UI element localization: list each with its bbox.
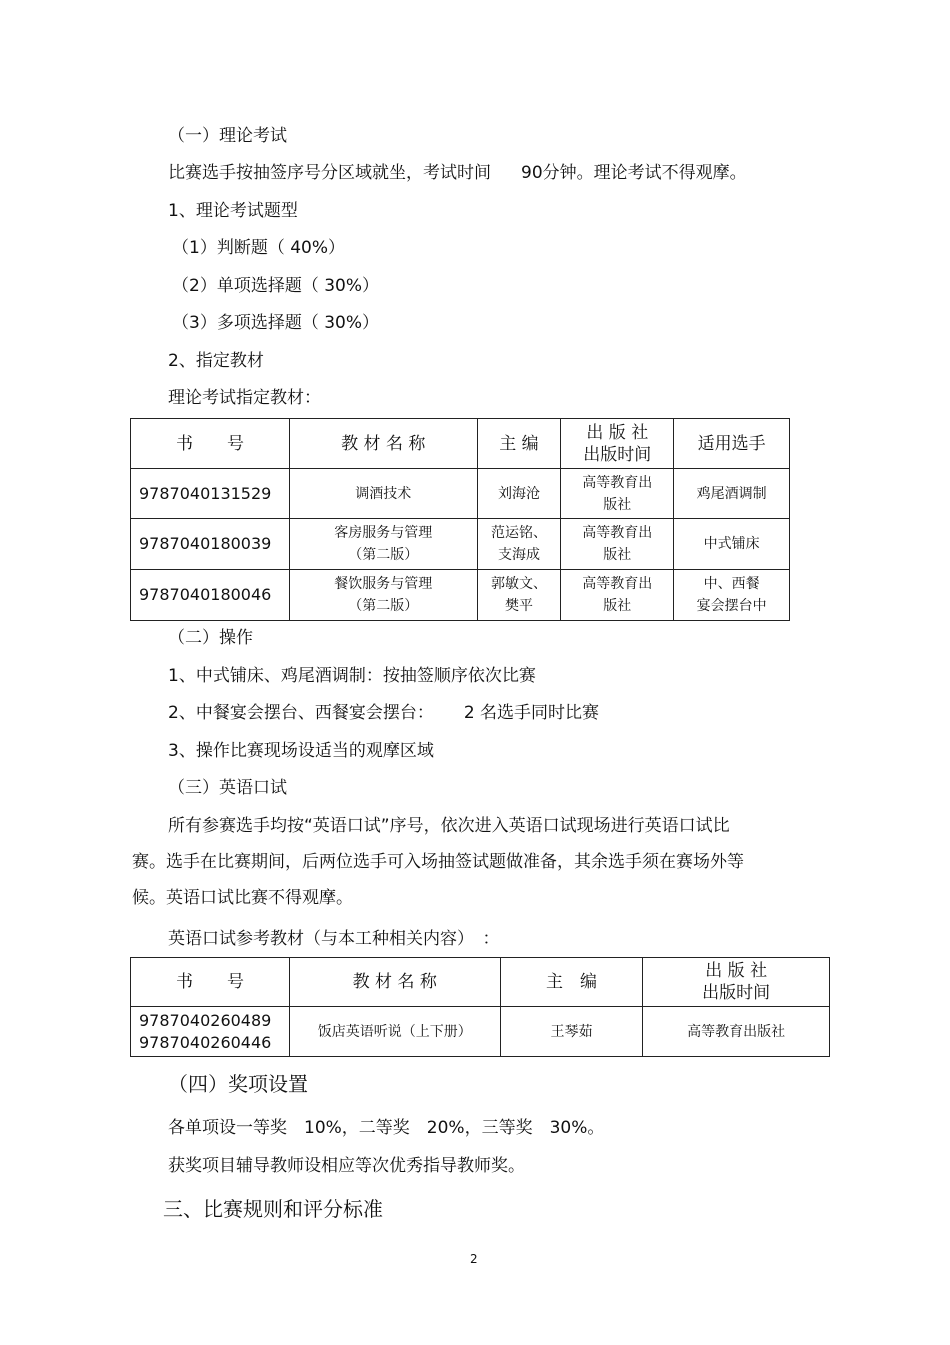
cell-isbn: 9787040180046 — [131, 570, 290, 621]
cell-publisher: 高等教育出 版社 — [561, 570, 674, 621]
english-books-table — [130, 957, 830, 1057]
cell-publisher: 高等教育出版社 — [643, 1007, 830, 1057]
table-row — [131, 519, 790, 570]
cell-editor: 刘海沧 — [477, 469, 561, 519]
col-header-editor: 主 编 — [477, 419, 561, 469]
cell-title: 餐饮服务与管理 （第二版） — [289, 570, 477, 621]
col-header-for: 适用选手 — [674, 419, 790, 469]
theory-desc-text: 比赛选手按抽签序号分区域就坐，考试时间 — [168, 163, 491, 183]
cell-for: 中式铺床 — [674, 519, 790, 570]
theory-description — [168, 162, 747, 184]
cell-publisher: 高等教育出 版社 — [561, 519, 674, 570]
col-header-title: 教 材 名 称 — [289, 419, 477, 469]
cell-isbn: 9787040260489 9787040260446 — [131, 1007, 290, 1057]
cell-for: 鸡尾酒调制 — [674, 469, 790, 519]
table-row — [131, 570, 790, 621]
theory-type-item: （3）多项选择题（ 30%） — [172, 313, 380, 333]
english-paragraph: 所有参赛选手均按“英语口试”序号，依次进入英语口试现场进行英语口试比 赛。选手在比赛期间，后两位选手可入场抽签试题做准备，其余选手须在赛场外等 候。英语口试比赛不得观摩。 — [132, 816, 744, 908]
col-header-publisher: 出 版 社 出版时间 — [561, 419, 674, 469]
col-header-publisher: 出 版 社 出版时间 — [643, 958, 830, 1007]
cell-isbn: 9787040180039 — [131, 519, 290, 570]
section-heading-awards: （四）奖项设置 — [168, 1072, 308, 1096]
awards-line: 各单项设一等奖 10%，二等奖 20%，三等奖 30%。 — [168, 1118, 605, 1138]
theory-books-table — [130, 418, 790, 621]
cell-title: 客房服务与管理 （第二版） — [289, 519, 477, 570]
col-header-title: 教 材 名 称 — [289, 958, 500, 1007]
cell-editor: 郭敏文、 樊平 — [477, 570, 561, 621]
section-heading-english: （三）英语口试 — [168, 778, 287, 798]
theory-type-item: （1）判断题（ 40%） — [172, 238, 346, 258]
theory-types-title: 1、理论考试题型 — [168, 201, 298, 221]
col-header-editor: 主 编 — [500, 958, 643, 1007]
english-books-intro: 英语口试参考教材（与本工种相关内容） ： — [168, 929, 500, 949]
operation-item: 1、中式铺床、鸡尾酒调制：按抽签顺序依次比赛 — [168, 666, 536, 686]
cell-isbn: 9787040131529 — [131, 469, 290, 519]
section-heading-operation: （二）操作 — [168, 628, 253, 648]
cell-publisher: 高等教育出 版社 — [561, 469, 674, 519]
table-header-row — [131, 419, 790, 469]
chapter-heading-rules: 三、比赛规则和评分标准 — [163, 1197, 383, 1221]
col-header-isbn: 书 号 — [131, 958, 290, 1007]
cell-title: 调酒技术 — [289, 469, 477, 519]
theory-duration: 90 — [521, 163, 543, 183]
cell-for: 中、西餐 宴会摆台中 — [674, 570, 790, 621]
table-row — [131, 1007, 830, 1057]
table-header-row — [131, 958, 830, 1007]
operation-item: 3、操作比赛现场设适当的观摩区域 — [168, 741, 434, 761]
operation-item: 2、中餐宴会摆台、西餐宴会摆台： 2 名选手同时比赛 — [168, 703, 600, 723]
cell-editor: 范运铭、 支海成 — [477, 519, 561, 570]
books-intro: 理论考试指定教材： — [168, 388, 321, 408]
awards-line: 获奖项目辅导教师设相应等次优秀指导教师奖。 — [168, 1156, 525, 1176]
table-row — [131, 469, 790, 519]
col-header-isbn: 书 号 — [131, 419, 290, 469]
books-title: 2、指定教材 — [168, 351, 264, 371]
cell-editor: 王琴茹 — [500, 1007, 643, 1057]
cell-title: 饭店英语听说（上下册） — [289, 1007, 500, 1057]
section-heading-theory: （一）理论考试 — [168, 126, 287, 146]
page-number: 2 — [470, 1252, 478, 1266]
theory-desc-tail: 分钟。理论考试不得观摩。 — [542, 163, 747, 183]
theory-type-item: （2）单项选择题（ 30%） — [172, 276, 380, 296]
